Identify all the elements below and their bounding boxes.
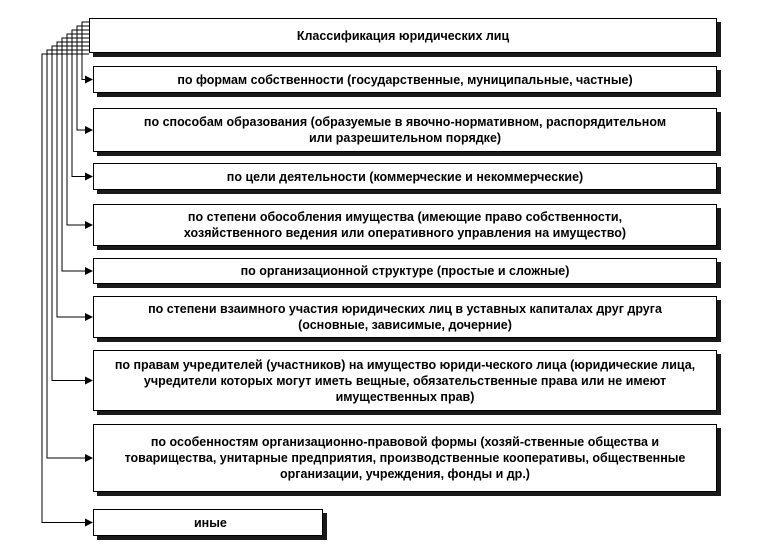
category-box-purpose	[93, 163, 717, 190]
category-text: по особенностям организационно-правовой формы (хозяй-ственные общества и товарищества, унитарные предприятия, производственные кооперативы, общественные организации, учреждения, фонды и др.)	[124, 435, 686, 481]
title-text: Классификация юридических лиц	[296, 28, 510, 43]
category-box-structure	[93, 258, 717, 284]
category-text: по цели деятельности (коммерческие и некоммерческие)	[226, 169, 584, 184]
category-text: по правам учредителей (участников) на имущество юриди-ческого лица (юридические лица, учредители которых могут иметь вещные, обязательственные права или не имеют имущественных прав)	[114, 357, 696, 404]
category-box-other	[93, 509, 323, 536]
category-text: по степени взаимного участия юридических лиц в уставных капиталах друг друга (основные, зависимые, дочерние)	[148, 302, 662, 332]
category-text: по степени обособления имущества (имеющие право собственности, хозяйственного ведения или оперативного управления на имущество)	[183, 210, 627, 240]
connector-arrow	[47, 50, 92, 458]
category-box-property-separation	[93, 204, 717, 246]
category-box-formation	[93, 108, 717, 152]
category-box-founder-rights	[93, 350, 717, 411]
category-box-legal-form	[93, 424, 717, 492]
category-box-mutual-participation	[93, 296, 717, 338]
category-box-ownership	[93, 66, 717, 93]
category-text: иные	[194, 515, 227, 530]
category-text: по способам образования (образуемые в явочно-нормативном, распорядительном или разрешительном порядке)	[143, 115, 667, 145]
title-box	[89, 18, 717, 53]
category-text: по формам собственности (государственные, муниципальные, частные)	[177, 72, 633, 87]
category-text: по организационной структуре (простые и сложные)	[240, 264, 570, 278]
